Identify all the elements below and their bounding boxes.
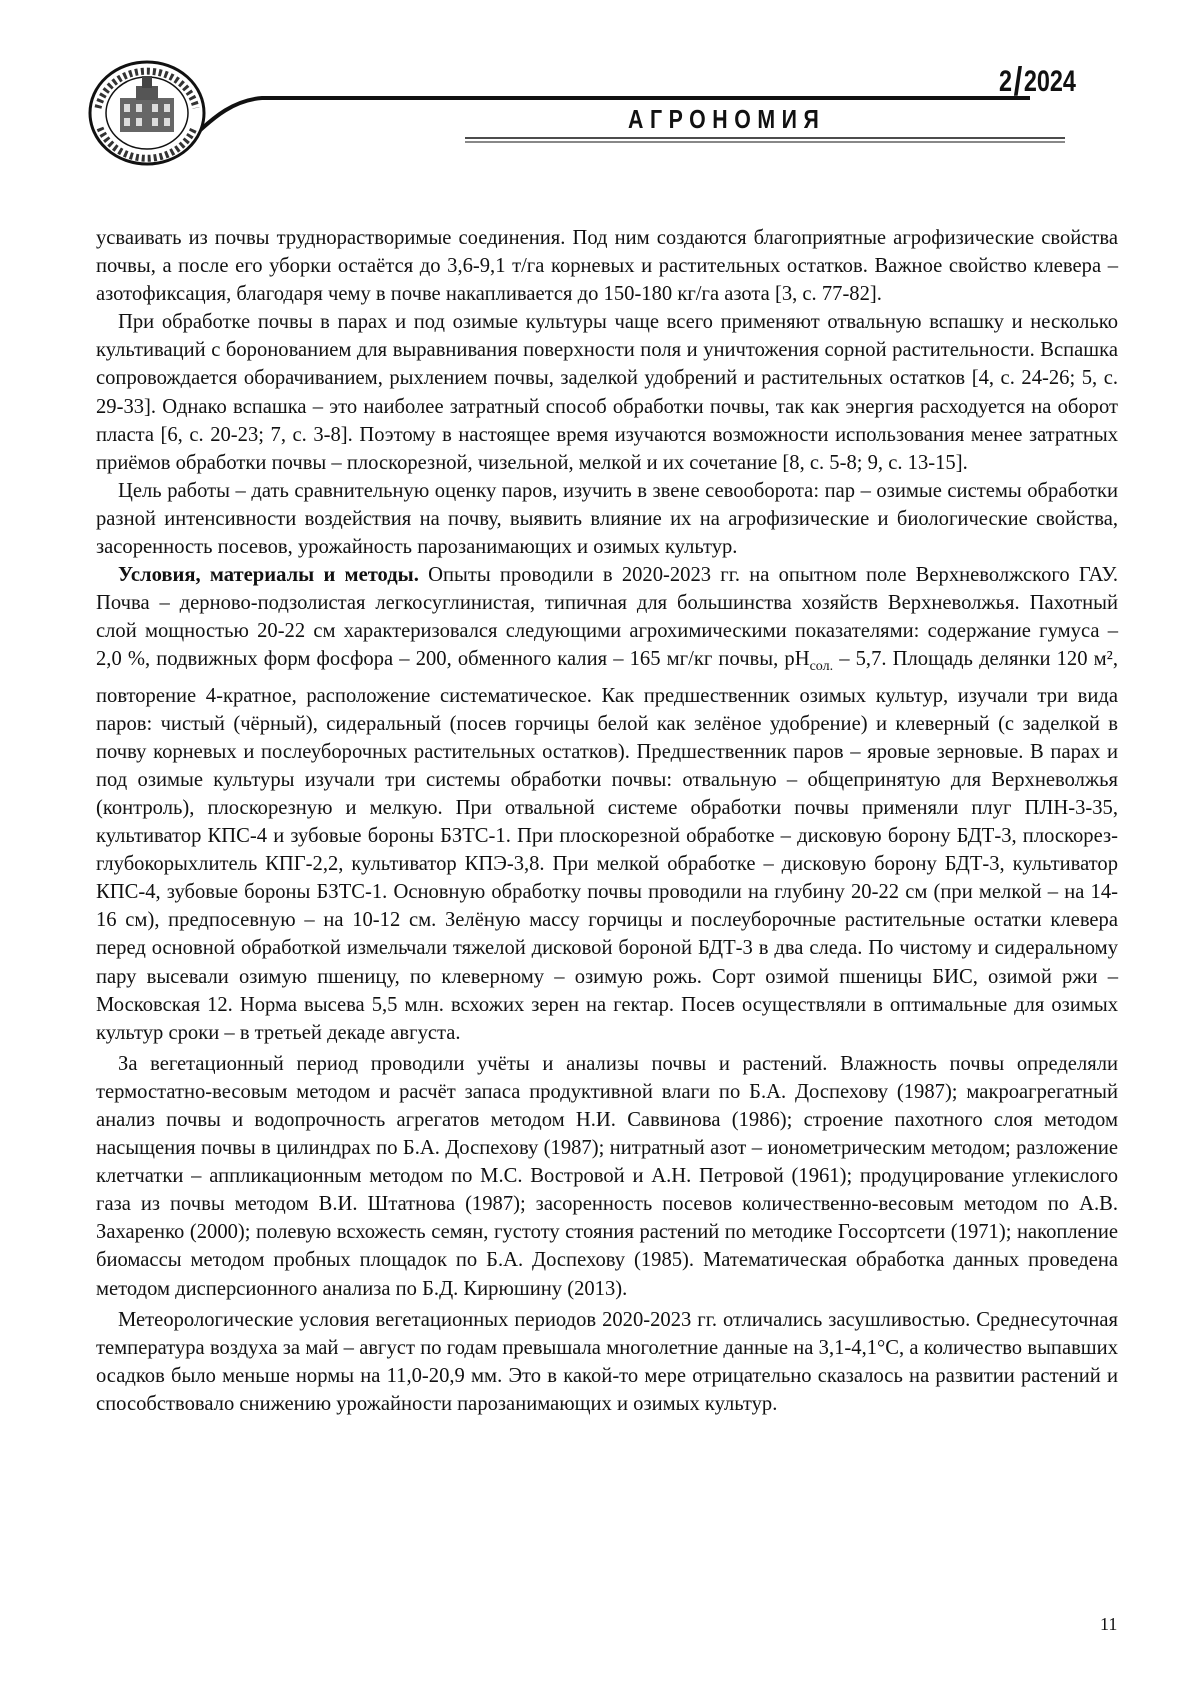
- methods-text-a: Опыты проводили в 2020-2023 гг. на опытном поле Верхневолжского ГАУ. Почва – дерново-подзолистая легкосуглинистая, типичная для большинства хозяйств Верхневолжья. Пахотный слой мощностью 20-22 см характеризовался следующими агрохимическими показателями: содержание гумуса – 2,0 %, подвижных форм фосфора – 200, обменного калия – 165 мг/кг почвы, pH: [96, 564, 1118, 671]
- page-number: 11: [1100, 1614, 1118, 1634]
- paragraph: Цель работы – дать сравнительную оценку паров, изучить в звене севооборота: пар – озимые системы обработки разной интенсивности воздействия на почву, выявить влияние их на агрофизические и биологические свойства, засоренность посевов, урожайность парозанимающих и озимых культур.: [96, 479, 1118, 559]
- article-body: [96, 224, 1118, 1418]
- issue-label: [999, 56, 1076, 104]
- page-header: [0, 0, 1200, 200]
- paragraph: Метеорологические условия вегетационных периодов 2020-2023 гг. отличались засушливостью. Среднесуточная температура воздуха за май – август по годам превышала многолетние данные на 3,1-4,1°C, а количество выпавших осадков было меньше нормы на 11,0-20,9 мм. Это в какой-то мере отрицательно сказалось на развитии растений и способствовало снижению урожайности парозанимающих и озимых культур.: [96, 1308, 1118, 1415]
- journal-logo: [86, 58, 208, 168]
- issue-slash: /: [1013, 60, 1023, 104]
- methods-text-b: – 5,7. Площадь делянки 120 м², повторение 4-кратное, расположение систематическое. Как предшественник озимых культур, изучали три вида паров: чистый (чёрный), сидеральный (посев горчицы белой как зелёное удобрение) и клеверный (с заделкой в почву корневых и послеуборочных растительных остатков). Предшественник паров – яровые зерновые. В парах и под озимые культуры изучали три системы обработки почвы: отвальную – общепринятую для Верхневолжья (контроль), плоскорезную и мелкую. При отвальной системе обработки почвы применяли плуг ПЛН-3-35, культиватор КПС-4 и зубовые бороны БЗТС-1. При плоскорезной обработке – дисковую борону БДТ-3, плоскорез-глубокорыхлитель КПГ-2,2, культиватор КПЭ-3,8. При мелкой обработке – дисковую борону БДТ-3, культиватор КПС-4, зубовые бороны БЗТС-1. Основную обработку почвы проводили на глубину 20-22 см (при мелкой – на 14-16 см), предпосевную – на 10-12 см. Зелёную массу горчицы и послеуборочные растительные остатки клевера перед основной обработкой измельчали тяжелой дисковой бороной БДТ-3 в два следа. По чистому и сидеральному пару высевали озимую пшеницу, по клеверному – озимую рожь. Сорт озимой пшеницы БИС, озимой ржи – Московская 12. Норма высева 5,5 млн. всхожих зерен на гектар. Посев осуществляли в оптимальные для озимых культур сроки – в третьей декаде августа.: [96, 648, 1118, 1044]
- issue-number: 2: [999, 65, 1013, 98]
- section-lead: Условия, материалы и методы.: [118, 564, 419, 587]
- ph-subscript: сол.: [809, 659, 834, 675]
- paragraph: усваивать из почвы труднорастворимые соединения. Под ним создаются благоприятные агрофизические свойства почвы, а после его уборки остаётся до 3,6-9,1 т/га корневых и растительных остатков. Важное свойство клевера – азотофиксация, благодаря чему в почве накапливается до 150-180 кг/га азота [3, с. 77-82].: [96, 227, 1118, 306]
- section-title: АГРОНОМИЯ: [628, 104, 826, 134]
- paragraph: При обработке почвы в парах и под озимые культуры чаще всего применяют отвальную вспашку и несколько культиваций с боронованием для выравнивания поверхности поля и уничтожения сорной растительности. Вспашка сопровождается оборачиванием, рыхлением почвы, заделкой удобрений и растительных остатков [4, с. 24-26; 5, с. 29-33]. Однако вспашка – это наиболее затратный способ обработки почвы, так как энергия расходуется на оборот пласта [6, с. 20-23; 7, с. 3-8]. Поэтому в настоящее время изучаются возможности использования менее затратных приёмов обработки почвы – плоскорезной, чизельной, мелкой и их сочетание [8, с. 5-8; 9, с. 13-15].: [96, 311, 1118, 474]
- issue-year: 2024: [1023, 65, 1076, 98]
- paragraph: За вегетационный период проводили учёты и анализы почвы и растений. Влажность почвы определяли термостатно-весовым методом и расчёт запаса продуктивной влаги по Б.А. Доспехову (1987); макроагрегатный анализ почвы и водопрочность агрегатов методом Н.И. Саввинова (1986); строение пахотного слоя методом насыщения почвы в цилиндрах по Б.А. Доспехову (1987); нитратный азот – ионометрическим методом; разложение клетчатки – аппликационным методом по М.С. Востровой и А.Н. Петровой (1961); продуцирование углекислого газа из почвы методом В.И. Штатнова (1987); засоренность посевов количественно-весовым методом по А.В. Захаренко (2000); полевую всхожесть семян, густоту стояния растений по методике Госсортсети (1971); накопление биомассы методом пробных площадок по Б.А. Доспехову (1985). Математическая обработка данных проведена методом дисперсионного анализа по Б.Д. Кирюшину (2013).: [96, 1052, 1118, 1300]
- paragraph-methods: [96, 561, 1118, 1047]
